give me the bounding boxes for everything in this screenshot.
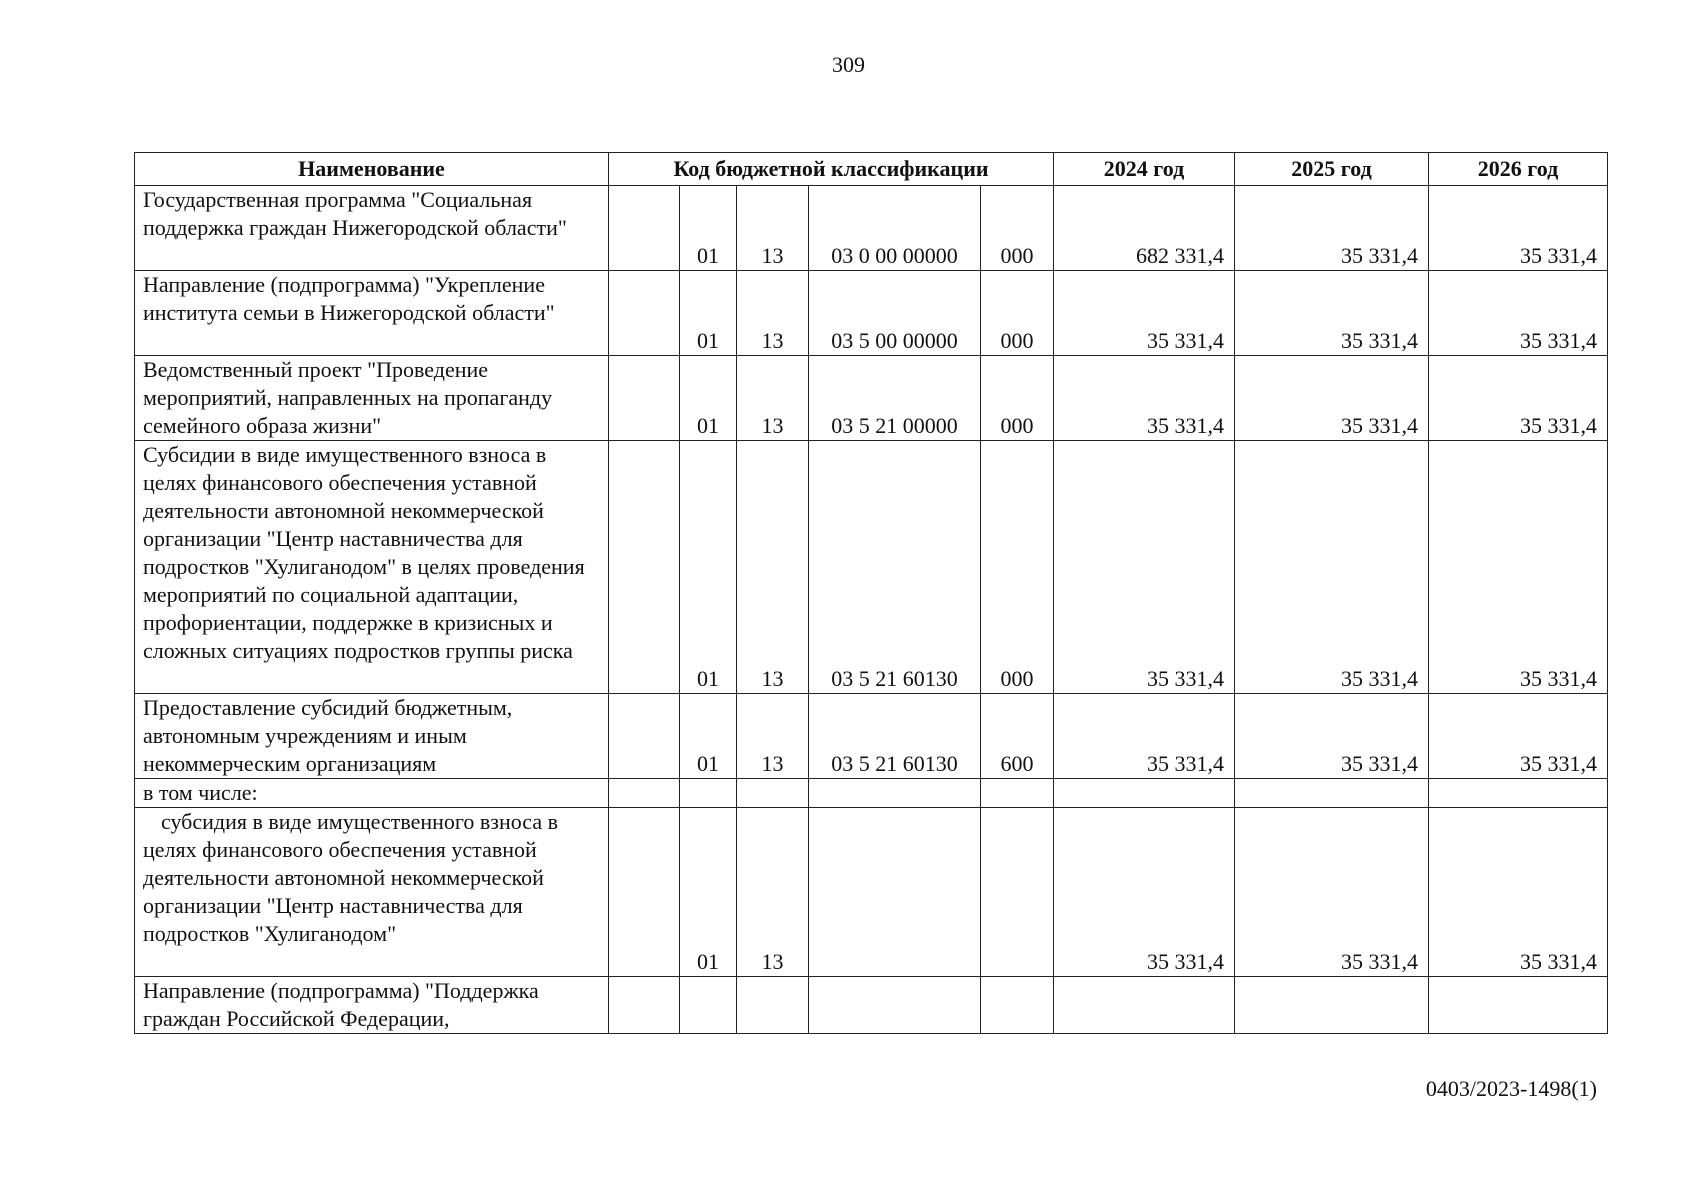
row-code-empty	[609, 356, 680, 441]
row-value-2026: 35 331,4	[1429, 441, 1608, 694]
row-name	[135, 808, 609, 977]
budget-table	[134, 152, 1608, 1034]
row-code-section: 01	[680, 694, 737, 779]
row-code-empty	[609, 694, 680, 779]
row-code-target	[809, 779, 981, 808]
row-code-subsection: 13	[737, 694, 809, 779]
row-name: Направление (подпрограмма) "Поддержка граждан Российской Федерации,	[135, 977, 609, 1034]
row-value-2024: 35 331,4	[1054, 808, 1235, 977]
row-code-target: 03 5 00 00000	[809, 271, 981, 356]
row-code-target: 03 0 00 00000	[809, 186, 981, 271]
row-code-expense-type: 000	[981, 186, 1054, 271]
row-value-2024	[1054, 779, 1235, 808]
row-value-2025: 35 331,4	[1235, 441, 1429, 694]
row-code-section: 01	[680, 356, 737, 441]
row-code-section: 01	[680, 808, 737, 977]
row-code-section	[680, 977, 737, 1034]
header-code: Код бюджетной классификации	[609, 153, 1054, 186]
row-value-2025	[1235, 977, 1429, 1034]
row-code-empty	[609, 808, 680, 977]
row-code-expense-type	[981, 808, 1054, 977]
row-code-empty	[609, 977, 680, 1034]
row-value-2024: 35 331,4	[1054, 356, 1235, 441]
row-code-subsection: 13	[737, 186, 809, 271]
row-code-empty	[609, 779, 680, 808]
row-value-2024: 35 331,4	[1054, 271, 1235, 356]
row-value-2025: 35 331,4	[1235, 356, 1429, 441]
table-row	[135, 977, 1608, 1034]
row-value-2026: 35 331,4	[1429, 808, 1608, 977]
header-row	[135, 153, 1608, 186]
row-code-target: 03 5 21 00000	[809, 356, 981, 441]
row-code-expense-type: 000	[981, 356, 1054, 441]
row-value-2026: 35 331,4	[1429, 271, 1608, 356]
page-number: 309	[832, 52, 865, 77]
table-row	[135, 779, 1608, 808]
table-row	[135, 441, 1608, 694]
row-value-2026: 35 331,4	[1429, 356, 1608, 441]
table-row	[135, 694, 1608, 779]
row-name-text: субсидия в виде имущественного взноса в целях финансового обеспечения уставной деятельности автономной некоммерческой организации "Центр наставничества для подростков "Хулиганодом"	[143, 809, 558, 946]
row-code-expense-type: 000	[981, 441, 1054, 694]
row-value-2024: 35 331,4	[1054, 694, 1235, 779]
row-value-2026: 35 331,4	[1429, 694, 1608, 779]
table-row	[135, 271, 1608, 356]
row-code-expense-type: 600	[981, 694, 1054, 779]
table-row	[135, 808, 1608, 977]
row-value-2025: 35 331,4	[1235, 694, 1429, 779]
row-name: Направление (подпрограмма) "Укрепление института семьи в Нижегородской области"	[135, 271, 609, 356]
row-value-2025: 35 331,4	[1235, 186, 1429, 271]
row-value-2026: 35 331,4	[1429, 186, 1608, 271]
row-value-2026	[1429, 779, 1608, 808]
row-code-subsection: 13	[737, 271, 809, 356]
row-name: Предоставление субсидий бюджетным, автономным учреждениям и иным некоммерческим организациям	[135, 694, 609, 779]
row-value-2025	[1235, 779, 1429, 808]
row-code-expense-type	[981, 779, 1054, 808]
row-value-2024: 682 331,4	[1054, 186, 1235, 271]
row-value-2024: 35 331,4	[1054, 441, 1235, 694]
table-row	[135, 356, 1608, 441]
row-name: в том числе:	[135, 779, 609, 808]
header-name: Наименование	[135, 153, 609, 186]
row-name: Субсидии в виде имущественного взноса в целях финансового обеспечения уставной деятельности автономной некоммерческой организации "Центр наставничества для подростков "Хулиганодом" в целях проведения мероприятий по социальной адаптации, профориентации, поддержке в кризисных и сложных ситуациях подростков группы риска	[135, 441, 609, 694]
header-2024: 2024 год	[1054, 153, 1235, 186]
row-code-target	[809, 808, 981, 977]
row-value-2025: 35 331,4	[1235, 808, 1429, 977]
document-code: 0403/2023-1498(1)	[1425, 1076, 1597, 1101]
row-name: Ведомственный проект "Проведение мероприятий, направленных на пропаганду семейного образа жизни"	[135, 356, 609, 441]
header-2025: 2025 год	[1235, 153, 1429, 186]
row-code-target: 03 5 21 60130	[809, 694, 981, 779]
row-code-subsection	[737, 977, 809, 1034]
row-code-section	[680, 779, 737, 808]
row-code-subsection: 13	[737, 808, 809, 977]
row-code-subsection: 13	[737, 441, 809, 694]
header-2026: 2026 год	[1429, 153, 1608, 186]
row-name: Государственная программа "Социальная поддержка граждан Нижегородской области"	[135, 186, 609, 271]
row-code-target: 03 5 21 60130	[809, 441, 981, 694]
row-code-expense-type: 000	[981, 271, 1054, 356]
row-value-2026	[1429, 977, 1608, 1034]
table-row	[135, 186, 1608, 271]
row-value-2024	[1054, 977, 1235, 1034]
row-code-expense-type	[981, 977, 1054, 1034]
row-code-section: 01	[680, 271, 737, 356]
row-code-empty	[609, 186, 680, 271]
row-code-subsection: 13	[737, 356, 809, 441]
row-code-section: 01	[680, 186, 737, 271]
row-code-section: 01	[680, 441, 737, 694]
row-code-empty	[609, 271, 680, 356]
row-value-2025: 35 331,4	[1235, 271, 1429, 356]
row-code-target	[809, 977, 981, 1034]
row-code-subsection	[737, 779, 809, 808]
row-code-empty	[609, 441, 680, 694]
